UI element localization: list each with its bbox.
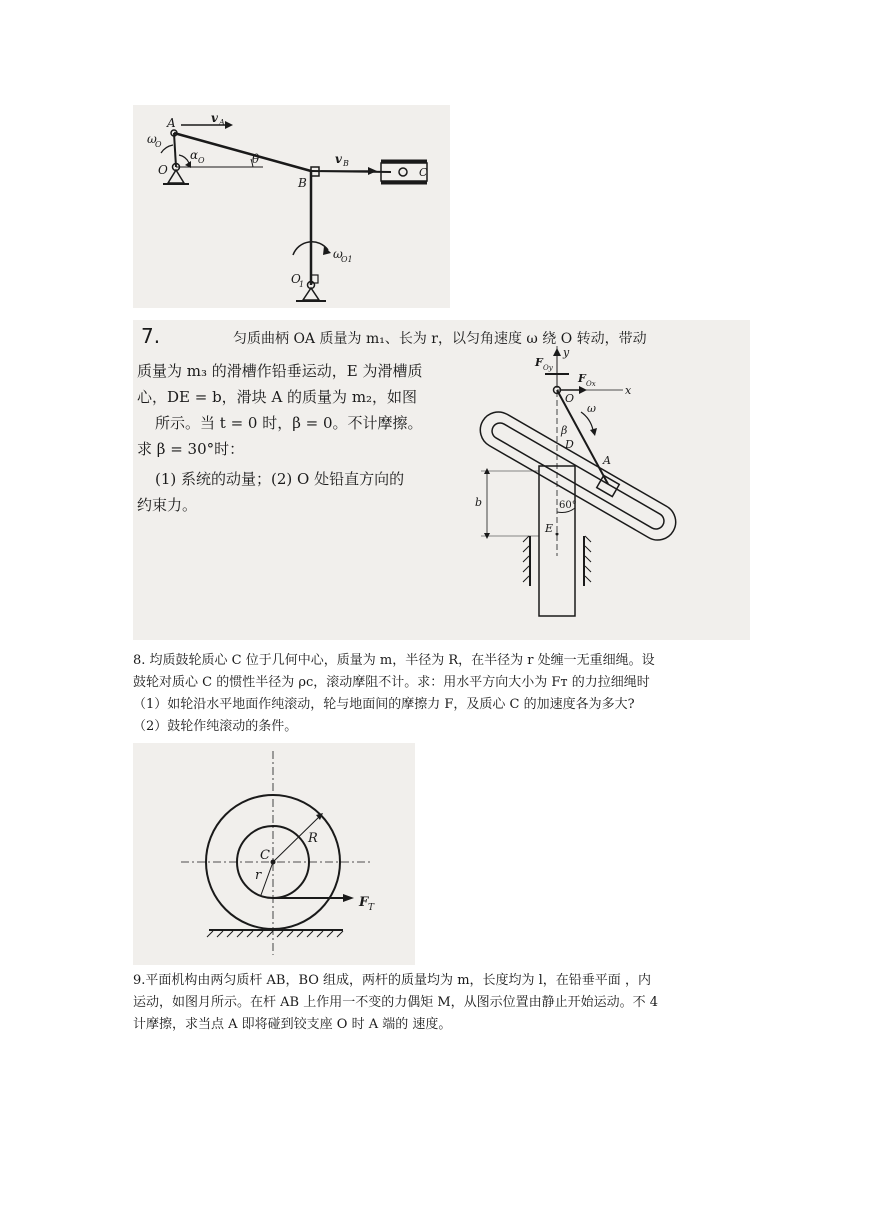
- label-60: 60°: [559, 500, 577, 511]
- label-omega-O1: ω: [333, 247, 343, 261]
- problem7-block: [133, 320, 750, 640]
- label-FOx: F: [578, 372, 586, 385]
- label-C: C: [419, 166, 428, 179]
- label-x: x: [625, 384, 632, 397]
- problem7-line6: (1) 系统的动量；(2) O 处铅直方向的: [155, 470, 405, 488]
- problem7-line7: 约束力。: [137, 496, 198, 514]
- label-theta: θ: [252, 152, 260, 166]
- label-beta: β: [561, 424, 568, 437]
- label-vB-sub: B: [343, 159, 349, 168]
- problem8-line1: 8. 均质鼓轮质心 C 位于几何中心，质量为 m，半径为 R，在半径为 r 处缠一无重细绳。设: [133, 653, 655, 668]
- label-alpha: α: [190, 148, 199, 162]
- figure-drum-wheel: [133, 743, 415, 965]
- label-omega: ω: [587, 402, 596, 415]
- label-vA: v: [211, 111, 218, 125]
- label-C: C: [260, 848, 270, 863]
- problem7-line2: 质量为 m₃ 的滑槽作铅垂运动，E 为滑槽质: [137, 362, 423, 380]
- problem7-number: 7.: [141, 324, 161, 348]
- label-R: R: [308, 831, 318, 846]
- problem7-line5: 求 β = 30°时：: [137, 440, 245, 458]
- label-O1-sub: 1: [299, 280, 305, 289]
- label-omega-O1-sub: O1: [341, 255, 353, 264]
- problem8-line4: （2）鼓轮作纯滚动的条件。: [133, 719, 298, 734]
- label-vA-sub: A: [219, 118, 225, 127]
- label-omega-O-sub: O: [155, 140, 162, 149]
- figure-crank-slider: [133, 105, 450, 308]
- problem9-line2: 运动，如图月所示。在杆 AB 上作用一不变的力偶矩 M，从图示位置由静止开始运动。不 4: [133, 995, 659, 1010]
- problem8-text: [133, 650, 743, 738]
- label-FOy-sub: Oy: [543, 364, 553, 372]
- problem8-line3: （1）如轮沿水平地面作纯滚动，轮与地面间的摩擦力 F，及质心 C 的加速度各为多大?: [133, 697, 635, 712]
- label-omega-O: ω: [147, 132, 157, 146]
- label-E: E: [545, 522, 554, 535]
- label-alpha-sub: O: [198, 156, 205, 165]
- problem7-line3: 心，DE = b，滑块 A 的质量为 m₂，如图: [137, 388, 418, 406]
- label-FOx-sub: Ox: [586, 380, 596, 388]
- problem7-line4: 所示。当 t = 0 时，β = 0。不计摩擦。: [155, 414, 423, 432]
- problem8-line2: 鼓轮对质心 C 的惯性半径为 ρc，滚动摩阻不计。求：用水平方向大小为 Fт 的力拉细绳时: [133, 675, 650, 690]
- label-B: B: [298, 176, 307, 190]
- label-FOy: F: [535, 356, 543, 369]
- label-FT: F: [359, 895, 369, 910]
- label-D: D: [565, 438, 574, 451]
- label-A: A: [167, 116, 176, 130]
- problem9-line3: 计摩擦，求当点 A 即将碰到铰支座 O 时 A 端的 速度。: [133, 1017, 452, 1032]
- label-r: r: [255, 868, 262, 883]
- label-O1: O: [291, 272, 301, 286]
- label-FT-sub: T: [368, 903, 375, 913]
- label-A: A: [603, 454, 611, 467]
- label-b: b: [475, 496, 483, 509]
- problem9-text: [133, 970, 743, 1036]
- problem9-line1: 9.平面机构由两匀质杆 AB，BO 组成，两杆的质量均为 m，长度均为 l，在铅垂平面 ，内: [133, 973, 651, 988]
- drum-wheel-diagram: [133, 743, 415, 965]
- crank-slider-diagram: [133, 105, 450, 308]
- label-y: y: [563, 346, 570, 359]
- label-O: O: [158, 163, 168, 177]
- label-O: O: [565, 392, 575, 405]
- label-vB: v: [335, 152, 342, 166]
- problem7-line1: 匀质曲柄 OA 质量为 m₁、长为 r，以匀角速度 ω 绕 O 转动，带动: [233, 331, 647, 347]
- slotted-lever-diagram: [463, 346, 750, 636]
